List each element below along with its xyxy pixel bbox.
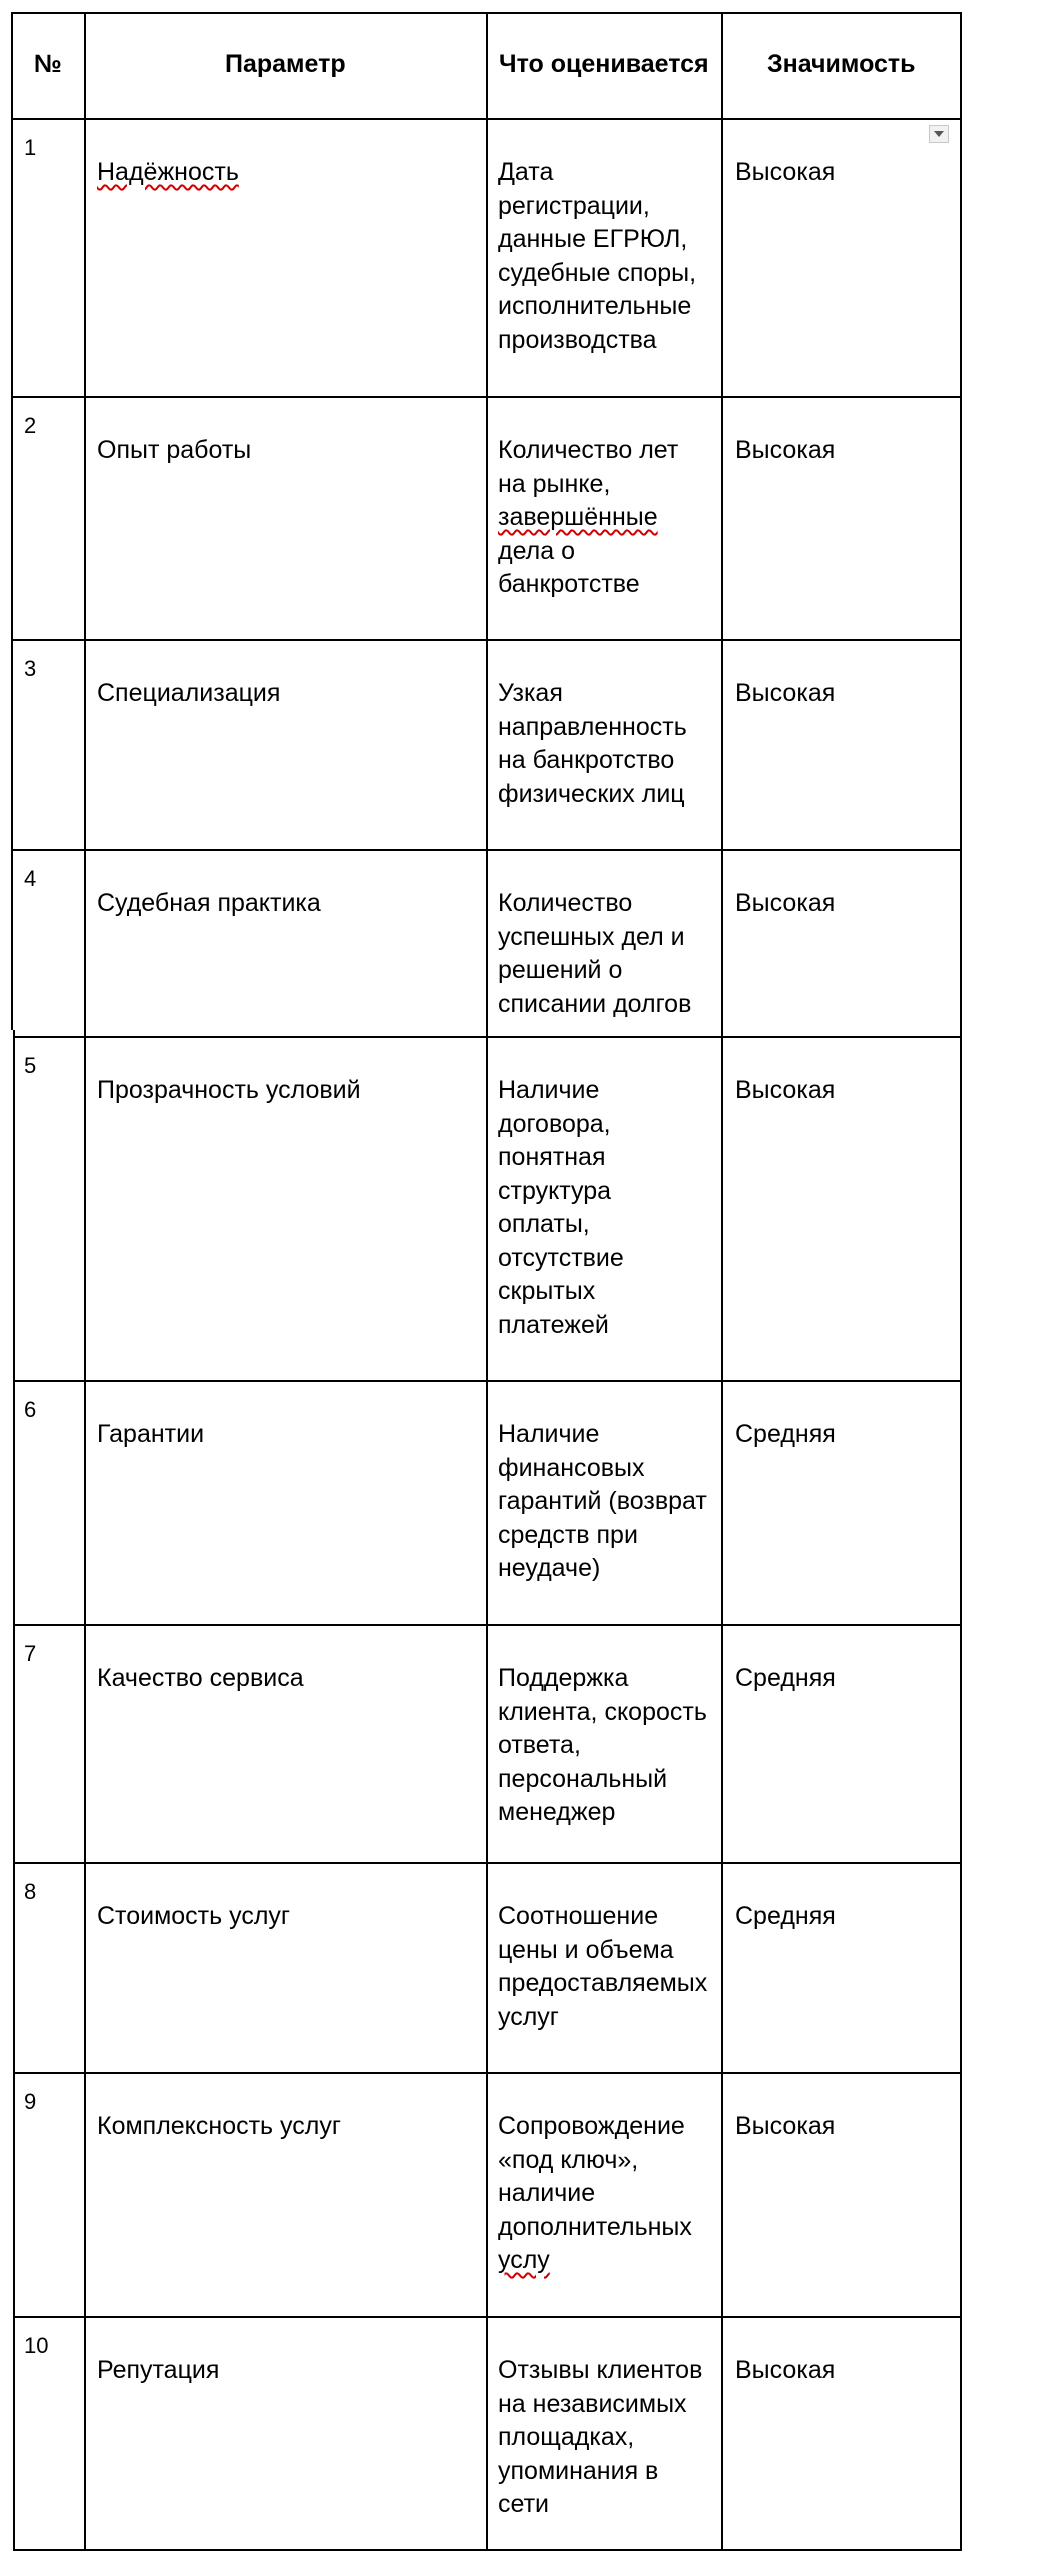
dropdown-arrow-icon	[933, 130, 945, 138]
what-evaluated-line	[498, 1796, 707, 1830]
what-evaluated-line	[498, 1175, 624, 1209]
what-evaluated-line	[498, 1763, 707, 1797]
what-evaluated-text: услу	[498, 2246, 550, 2274]
parameter-text: Надёжность	[97, 158, 239, 186]
parameter-text: Специализация	[97, 679, 281, 707]
what-evaluated-text: списании долгов	[498, 989, 692, 1018]
row-divider	[13, 1862, 962, 1864]
what-evaluated-text: на рынке,	[498, 469, 611, 498]
what-evaluated-line	[498, 2001, 707, 2035]
row-number: 8	[24, 1879, 37, 1904]
parameter-cell	[97, 2354, 219, 2388]
parameter-text: Комплексность услуг	[97, 2112, 341, 2140]
table-border-bottom	[13, 2549, 962, 2551]
table-border-left	[11, 12, 13, 1030]
what-evaluated-text: Отзывы клиентов	[498, 2356, 703, 2384]
what-evaluated-cell	[498, 156, 696, 357]
what-evaluated-text: Дата	[498, 158, 554, 186]
what-evaluated-text: «под ключ»,	[498, 2145, 639, 2174]
what-evaluated-line	[498, 2421, 702, 2455]
what-evaluated-line	[498, 1552, 707, 1586]
what-evaluated-cell	[498, 434, 678, 602]
what-evaluated-line	[498, 2455, 702, 2489]
what-evaluated-cell	[498, 1074, 624, 1342]
what-evaluated-text: персональный	[498, 1764, 668, 1793]
row-divider	[13, 2072, 962, 2074]
what-evaluated-line	[498, 1242, 624, 1276]
what-evaluated-text: отсутствие	[498, 1243, 624, 1272]
what-evaluated-line	[498, 1418, 707, 1452]
what-evaluated-text: на банкротство	[498, 746, 675, 774]
what-evaluated-text: финансовых	[498, 1453, 645, 1482]
what-evaluated-text: Количество лет	[498, 436, 679, 464]
what-evaluated-line	[498, 778, 687, 812]
row-number: 9	[24, 2089, 37, 2114]
what-evaluated-line	[498, 1208, 624, 1242]
what-evaluated-line	[498, 501, 678, 535]
what-evaluated-cell	[498, 1662, 707, 1830]
what-evaluated-line	[498, 468, 678, 502]
header-parameter: Параметр	[225, 50, 346, 78]
what-evaluated-text: средств при	[498, 1520, 638, 1549]
column-divider	[721, 12, 723, 2551]
what-evaluated-line	[498, 1452, 707, 1486]
what-evaluated-cell	[498, 2110, 692, 2278]
row-divider	[11, 639, 962, 641]
significance-cell: Средняя	[735, 1902, 836, 1930]
what-evaluated-line	[498, 2244, 692, 2278]
what-evaluated-text: гарантий (возврат	[498, 1487, 707, 1515]
what-evaluated-text: направленность	[498, 712, 687, 741]
what-evaluated-text: исполнительные	[498, 292, 692, 320]
significance-cell: Высокая	[735, 1076, 836, 1104]
what-evaluated-text: скрытых	[498, 1277, 596, 1305]
row-divider	[11, 118, 962, 120]
what-evaluated-text: Узкая	[498, 679, 563, 707]
row-number: 7	[24, 1641, 37, 1666]
what-evaluated-cell	[498, 887, 691, 1021]
significance-cell: Высокая	[735, 2112, 836, 2140]
table-border-right	[960, 12, 962, 2551]
significance-cell: Средняя	[735, 1420, 836, 1448]
parameter-cell	[97, 887, 321, 921]
column-divider	[84, 12, 86, 2551]
what-evaluated-text: предоставляемых	[498, 1969, 708, 1997]
significance-cell: Высокая	[735, 679, 836, 707]
column-divider	[486, 12, 488, 2551]
parameter-text: Стоимость услуг	[97, 1902, 291, 1930]
what-evaluated-text: упоминания в	[498, 2456, 659, 2485]
what-evaluated-line	[498, 1696, 707, 1730]
parameter-cell	[97, 434, 251, 468]
row-number: 4	[24, 866, 37, 891]
what-evaluated-line	[498, 988, 691, 1022]
what-evaluated-line	[498, 954, 691, 988]
significance-cell: Высокая	[735, 158, 836, 186]
row-number: 2	[24, 413, 37, 438]
row-number: 10	[24, 2333, 49, 2358]
what-evaluated-text: платежей	[498, 1310, 609, 1339]
what-evaluated-line	[498, 1275, 624, 1309]
parameter-cell	[97, 1418, 204, 1452]
what-evaluated-text: решений о	[498, 956, 623, 984]
parameter-cell	[97, 156, 239, 190]
what-evaluated-text: Сопровождение	[498, 2112, 685, 2140]
what-evaluated-line	[498, 2110, 692, 2144]
row-divider	[13, 1036, 962, 1038]
what-evaluated-line	[498, 1967, 707, 2001]
what-evaluated-text: завершённые	[498, 503, 658, 531]
what-evaluated-line	[498, 568, 678, 602]
what-evaluated-line	[498, 1900, 707, 1934]
what-evaluated-line	[498, 1108, 624, 1142]
parameter-text: Репутация	[97, 2356, 220, 2384]
what-evaluated-text: услуг	[498, 2002, 559, 2031]
what-evaluated-line	[498, 921, 691, 955]
row-divider	[11, 849, 962, 851]
what-evaluated-text: регистрации,	[498, 191, 650, 220]
row-number: 1	[24, 135, 37, 160]
what-evaluated-line	[498, 223, 696, 257]
parameter-cell	[97, 677, 280, 711]
parameter-text: Качество сервиса	[97, 1664, 304, 1692]
what-evaluated-line	[498, 535, 678, 569]
what-evaluated-line	[498, 2144, 692, 2178]
what-evaluated-line	[498, 1662, 707, 1696]
what-evaluated-line	[498, 1729, 707, 1763]
what-evaluated-text: менеджер	[498, 1798, 616, 1826]
parameter-text: Гарантии	[97, 1420, 205, 1448]
what-evaluated-line	[498, 711, 687, 745]
table-border-top	[11, 12, 962, 14]
what-evaluated-line	[498, 324, 696, 358]
what-evaluated-line	[498, 887, 691, 921]
what-evaluated-line	[498, 1934, 707, 1968]
parameter-text: Судебная практика	[97, 889, 321, 917]
what-evaluated-line	[498, 190, 696, 224]
what-evaluated-text: Количество	[498, 889, 633, 917]
row-number: 5	[24, 1053, 37, 1078]
what-evaluated-text: физических лиц	[498, 779, 685, 808]
what-evaluated-text: неудаче)	[498, 1554, 601, 1582]
what-evaluated-cell	[498, 1418, 707, 1586]
header-number: №	[34, 50, 62, 78]
what-evaluated-text: договора,	[498, 1109, 611, 1138]
parameter-cell	[97, 1900, 290, 1934]
row-divider	[11, 396, 962, 398]
header-significance: Значимость	[767, 50, 916, 78]
what-evaluated-line	[498, 156, 696, 190]
what-evaluated-text: наличие	[498, 2179, 596, 2207]
row-divider	[13, 1624, 962, 1626]
what-evaluated-text: сети	[498, 2490, 549, 2518]
row-number: 6	[24, 1397, 37, 1422]
significance-cell: Высокая	[735, 2356, 836, 2384]
what-evaluated-line	[498, 290, 696, 324]
what-evaluated-line	[498, 434, 678, 468]
table-border-left	[13, 1030, 15, 2551]
row-number: 3	[24, 656, 37, 681]
what-evaluated-cell	[498, 1900, 707, 2034]
significance-cell: Высокая	[735, 436, 836, 464]
significance-cell: Высокая	[735, 889, 836, 917]
what-evaluated-line	[498, 1519, 707, 1553]
what-evaluated-text: дополнительных	[498, 2212, 692, 2241]
what-evaluated-line	[498, 2177, 692, 2211]
what-evaluated-text: успешных дел и	[498, 922, 685, 951]
row-divider	[13, 1380, 962, 1382]
what-evaluated-text: банкротстве	[498, 570, 640, 598]
what-evaluated-line	[498, 2211, 692, 2245]
what-evaluated-cell	[498, 677, 687, 811]
what-evaluated-text: клиента, скорость	[498, 1697, 707, 1726]
what-evaluated-line	[498, 2354, 702, 2388]
what-evaluated-text: Наличие	[498, 1076, 600, 1104]
what-evaluated-text: площадках,	[498, 2423, 635, 2451]
what-evaluated-text: ответа,	[498, 1731, 581, 1759]
what-evaluated-text: Наличие	[498, 1420, 600, 1448]
what-evaluated-text: цены и объема	[498, 1935, 674, 1964]
what-evaluated-text: Поддержка	[498, 1664, 629, 1692]
what-evaluated-text: структура	[498, 1176, 612, 1205]
what-evaluated-line	[498, 1141, 624, 1175]
what-evaluated-line	[498, 2488, 702, 2522]
cell-dropdown[interactable]	[929, 125, 949, 143]
what-evaluated-text: судебные споры,	[498, 258, 697, 287]
what-evaluated-line	[498, 1309, 624, 1343]
what-evaluated-line	[498, 1074, 624, 1108]
what-evaluated-text: производства	[498, 325, 657, 354]
what-evaluated-text: Соотношение	[498, 1902, 659, 1930]
what-evaluated-text: данные ЕГРЮЛ,	[498, 225, 688, 253]
what-evaluated-line	[498, 1485, 707, 1519]
header-what-evaluated: Что оценивается	[499, 50, 709, 78]
significance-cell: Средняя	[735, 1664, 836, 1692]
row-divider	[13, 2316, 962, 2318]
what-evaluated-line	[498, 677, 687, 711]
what-evaluated-text: понятная	[498, 1143, 606, 1171]
what-evaluated-cell	[498, 2354, 702, 2522]
what-evaluated-line	[498, 744, 687, 778]
what-evaluated-line	[498, 2388, 702, 2422]
what-evaluated-text: на независимых	[498, 2389, 687, 2418]
parameter-text: Опыт работы	[97, 436, 252, 464]
parameter-cell	[97, 2110, 341, 2144]
what-evaluated-text: дела о	[498, 536, 576, 565]
what-evaluated-text: оплаты,	[498, 1210, 590, 1238]
parameter-text: Прозрачность условий	[97, 1076, 361, 1104]
parameter-cell	[97, 1074, 361, 1108]
what-evaluated-line	[498, 257, 696, 291]
parameter-cell	[97, 1662, 304, 1696]
